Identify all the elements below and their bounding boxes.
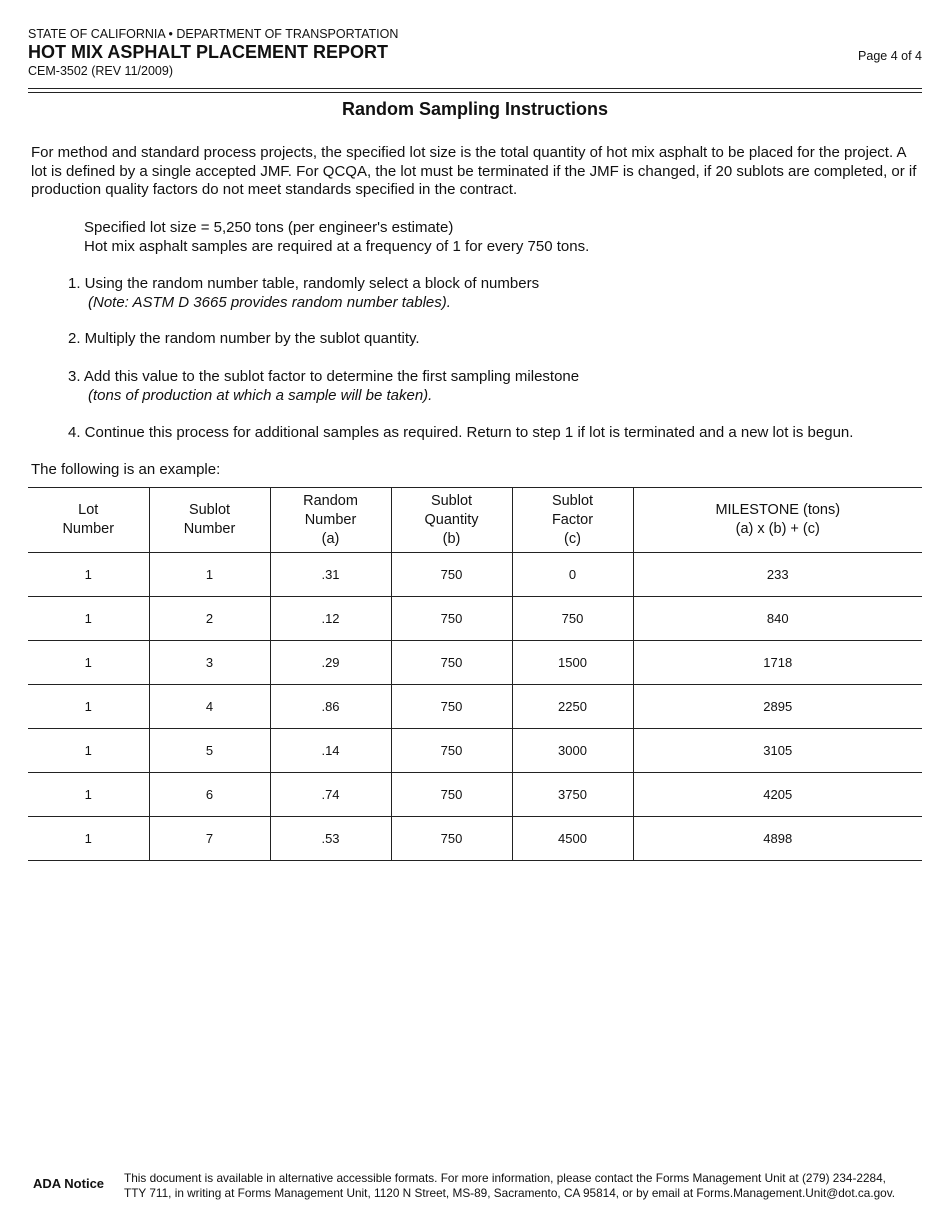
step-text: 2. Multiply the random number by the sublot quantity. — [68, 330, 420, 347]
step-1 — [68, 275, 539, 312]
sublot-number-cell: 1 — [149, 553, 270, 597]
lot-number-cell: 1 — [28, 685, 149, 729]
header-divider-top — [28, 88, 922, 89]
milestone-cell: 233 — [633, 553, 922, 597]
sublot-quantity-cell: 750 — [391, 729, 512, 773]
header-lot-number: Lot Number — [28, 488, 149, 553]
header-divider-bottom — [28, 92, 922, 93]
lot-specification — [84, 219, 589, 256]
random-number-cell: .86 — [270, 685, 391, 729]
milestone-cell: 4898 — [633, 817, 922, 861]
intro-paragraph: For method and standard process projects, the specified lot size is the total quantity of hot mix asphalt to be placed for the project. A lot is defined by a single accepted JMF. For QCQA, the lot must be terminated if the JMF is changed, if 20 sublots are completed, or if production quality factors do not meet standards specified in the contract. — [31, 144, 917, 198]
sublot-quantity-cell: 750 — [391, 773, 512, 817]
random-number-cell: .31 — [270, 553, 391, 597]
section-title: Random Sampling Instructions — [341, 99, 609, 119]
sublot-factor-cell: 2250 — [512, 685, 633, 729]
random-number-cell: .74 — [270, 773, 391, 817]
example-label: The following is an example: — [31, 461, 221, 478]
random-number-cell: .53 — [270, 817, 391, 861]
header-sublot-factor: Sublot Factor (c) — [512, 488, 633, 553]
table-header-row — [28, 488, 922, 553]
step-3 — [68, 368, 579, 405]
table-row — [28, 553, 922, 597]
step-note: (tons of production at which a sample will be taken). — [88, 386, 433, 404]
step-2 — [68, 330, 420, 349]
sublot-number-cell: 6 — [149, 773, 270, 817]
sublot-factor-cell: 3000 — [512, 729, 633, 773]
milestone-cell: 840 — [633, 597, 922, 641]
table-row — [28, 817, 922, 861]
step-4 — [68, 424, 853, 443]
sublot-number-cell: 4 — [149, 685, 270, 729]
header-random-number: Random Number (a) — [270, 488, 391, 553]
sublot-factor-cell: 750 — [512, 597, 633, 641]
table-row — [28, 773, 922, 817]
ada-notice-line-2: TTY 711, in writing at Forms Management Unit, 1120 N Street, MS-89, Sacramento, CA 95814, or by email at Forms.Management.Unit@dot.ca.gov. — [124, 1186, 896, 1200]
sampling-example-table — [28, 487, 922, 861]
sample-frequency-text: Hot mix asphalt samples are required at a frequency of 1 for every 750 tons. — [84, 237, 590, 255]
milestone-cell: 2895 — [633, 685, 922, 729]
sublot-quantity-cell: 750 — [391, 597, 512, 641]
step-text: 4. Continue this process for additional samples as required. Return to step 1 if lot is terminated and a new lot is begun. — [68, 424, 854, 441]
milestone-cell: 1718 — [633, 641, 922, 685]
lot-number-cell: 1 — [28, 597, 149, 641]
sublot-factor-cell: 4500 — [512, 817, 633, 861]
lot-size-text: Specified lot size = 5,250 tons (per engineer's estimate) — [84, 219, 454, 236]
sublot-quantity-cell: 750 — [391, 817, 512, 861]
sublot-number-cell: 7 — [149, 817, 270, 861]
sublot-factor-cell: 1500 — [512, 641, 633, 685]
agency-name: STATE OF CALIFORNIA • DEPARTMENT OF TRANSPORTATION — [28, 27, 399, 41]
header-sublot-number: Sublot Number — [149, 488, 270, 553]
document-header — [28, 27, 922, 78]
sublot-quantity-cell: 750 — [391, 685, 512, 729]
random-number-cell: .14 — [270, 729, 391, 773]
milestone-cell: 3105 — [633, 729, 922, 773]
ada-notice-label: ADA Notice — [33, 1176, 105, 1191]
step-note: (Note: ASTM D 3665 provides random number tables). — [88, 293, 451, 311]
report-title: HOT MIX ASPHALT PLACEMENT REPORT — [28, 42, 388, 62]
sublot-factor-cell: 3750 — [512, 773, 633, 817]
lot-number-cell: 1 — [28, 773, 149, 817]
random-number-cell: .29 — [270, 641, 391, 685]
table-row — [28, 729, 922, 773]
sublot-number-cell: 3 — [149, 641, 270, 685]
sublot-quantity-cell: 750 — [391, 553, 512, 597]
ada-notice-text — [124, 1171, 924, 1201]
lot-number-cell: 1 — [28, 553, 149, 597]
header-milestone: MILESTONE (tons) (a) x (b) + (c) — [633, 488, 922, 553]
step-text: 1. Using the random number table, randomly select a block of numbers — [68, 275, 540, 292]
table-row — [28, 641, 922, 685]
random-number-cell: .12 — [270, 597, 391, 641]
sublot-number-cell: 2 — [149, 597, 270, 641]
table-row — [28, 597, 922, 641]
sublot-number-cell: 5 — [149, 729, 270, 773]
sublot-quantity-cell: 750 — [391, 641, 512, 685]
lot-number-cell: 1 — [28, 641, 149, 685]
page-number: Page 4 of 4 — [858, 49, 922, 63]
header-sublot-quantity: Sublot Quantity (b) — [391, 488, 512, 553]
step-text: 3. Add this value to the sublot factor to determine the first sampling milestone — [68, 368, 580, 385]
sublot-factor-cell: 0 — [512, 553, 633, 597]
milestone-cell: 4205 — [633, 773, 922, 817]
lot-number-cell: 1 — [28, 817, 149, 861]
lot-number-cell: 1 — [28, 729, 149, 773]
ada-notice-line-1: This document is available in alternative accessible formats. For more information, please contact the Forms Management Unit at (279) 234-2284, — [124, 1171, 886, 1185]
table-row — [28, 685, 922, 729]
form-number: CEM-3502 (REV 11/2009) — [28, 64, 173, 78]
